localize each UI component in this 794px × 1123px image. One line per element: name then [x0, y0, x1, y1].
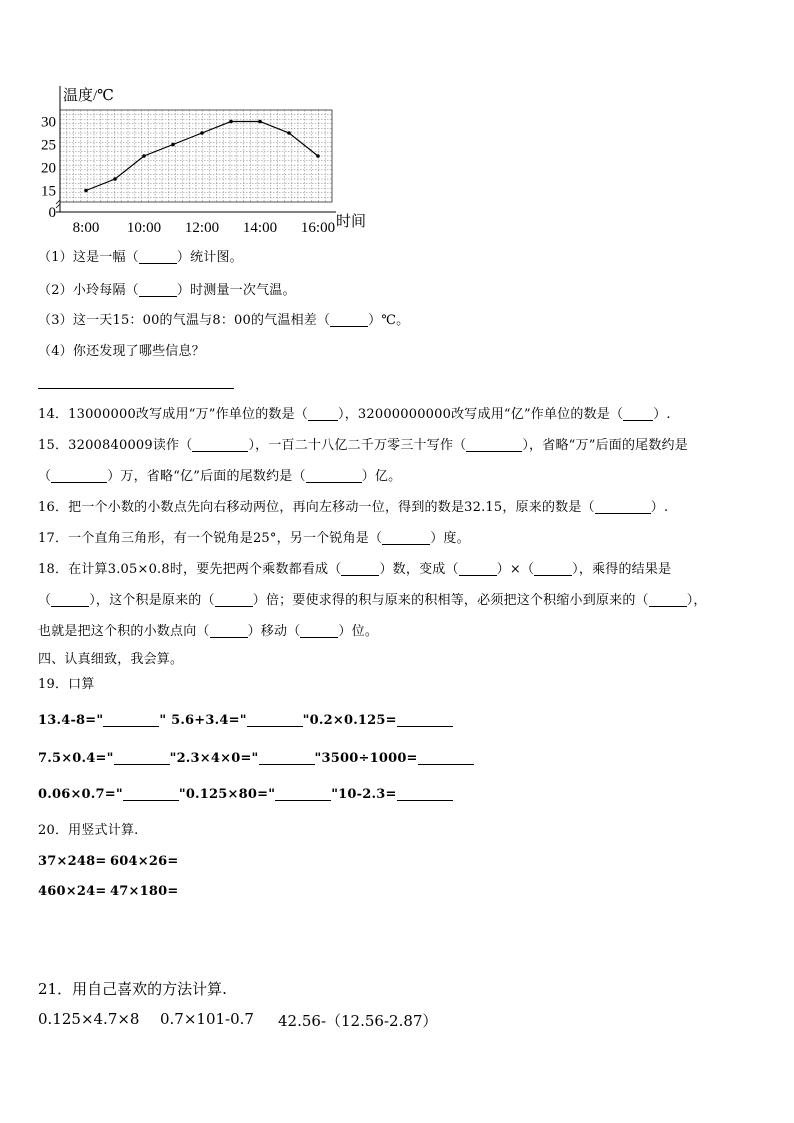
q21-expr-3: 42.56-（12.56-2.87）: [278, 1012, 438, 1030]
answer-blank[interactable]: [397, 786, 453, 801]
q19-row2: [38, 750, 474, 768]
q18-text-1d: ），乘得的结果是: [572, 562, 672, 577]
q18-text-1b: ）数，变成（: [379, 562, 459, 577]
answer-blank[interactable]: [649, 592, 687, 607]
q20-expr-4: 47×180=: [110, 884, 179, 899]
data-point: [229, 120, 233, 124]
q19-r3-expr1: 0.06×0.7=": [38, 787, 123, 802]
q15-text-c: ），省略“万”后面的尾数约是: [522, 438, 688, 453]
chart-xlabel: 时间: [336, 214, 367, 230]
q19-title: 19．口算: [38, 677, 95, 692]
question-18-line1: [38, 561, 671, 579]
x-tick-label: 12:00: [184, 220, 220, 236]
q15-text-e: ）万，省略“亿”后面的尾数约是（: [107, 469, 306, 484]
q13-p1-text-a: （1）这是一幅（: [38, 250, 139, 265]
y-tick-label: 0: [48, 205, 56, 221]
data-point: [200, 131, 204, 135]
q14-text-b: ），32000000000改写成用“亿”作单位的数是（: [338, 407, 624, 422]
q13-part3: [38, 312, 409, 330]
answer-blank[interactable]: [382, 530, 430, 545]
answer-blank[interactable]: [259, 750, 315, 765]
q13-answer-line[interactable]: [38, 388, 234, 389]
q18-text-1a: 18．在计算3.05×0.8时，要先把两个乘数都看成（: [38, 562, 342, 577]
answer-blank[interactable]: [330, 312, 368, 327]
question-18-line2: [38, 592, 707, 610]
answer-blank[interactable]: [139, 282, 177, 297]
q13-p3-text-b: ）℃。: [368, 313, 410, 328]
x-tick-label: 14:00: [242, 220, 278, 236]
q21-expr-1: 0.125×4.7×8: [38, 1010, 140, 1028]
section-4-heading: 四、认真细致，我会算。: [38, 652, 184, 667]
data-point: [142, 154, 146, 158]
q14-text-c: ）.: [653, 407, 671, 422]
q20-expr-2: 604×26=: [110, 854, 179, 869]
question-14: [38, 406, 671, 424]
q21-expr-2: 0.7×101-0.7: [160, 1010, 254, 1028]
x-tick-label: 8:00: [72, 220, 100, 236]
answer-blank[interactable]: [247, 712, 303, 727]
q13-p1-text-b: ）统计图。: [176, 250, 243, 265]
q19-r2-expr3: "3500÷1000=: [314, 751, 418, 766]
q20-expr-1: 37×248=: [38, 854, 107, 869]
answer-blank[interactable]: [114, 750, 170, 765]
answer-blank[interactable]: [306, 468, 362, 483]
q18-text-1c: ）×（: [496, 562, 535, 577]
y-tick-label: 30: [41, 114, 56, 131]
answer-blank[interactable]: [51, 468, 107, 483]
question-16: [38, 499, 668, 517]
question-18-line3: [38, 623, 378, 641]
question-15-line2: [38, 468, 401, 486]
y-tick-label: 20: [41, 160, 56, 177]
chart-axes: [41, 86, 336, 236]
data-point: [113, 177, 117, 181]
q15-text-f: ）亿。: [361, 469, 402, 484]
question-17: [38, 530, 470, 548]
q13-part2: [38, 282, 296, 300]
answer-blank[interactable]: [623, 406, 653, 421]
q18-text-3c: ）位。: [338, 624, 379, 639]
q19-r1-expr2: " 5.6+3.4=": [159, 713, 247, 728]
q13-p2-text-a: （2）小玲每隔（: [38, 283, 139, 298]
q14-text-a: 14．13000000改写成用“万”作单位的数是（: [38, 407, 309, 422]
answer-blank[interactable]: [466, 437, 522, 452]
answer-blank[interactable]: [341, 561, 379, 576]
answer-blank[interactable]: [308, 406, 338, 421]
x-tick-label: 16:00: [300, 220, 336, 236]
axis-break: [56, 200, 60, 208]
q19-r2-expr1: 7.5×0.4=": [38, 751, 114, 766]
chart-ylabel: 温度/℃: [63, 88, 114, 104]
q15-text-a: 15．3200840009读作（: [38, 438, 193, 453]
answer-blank[interactable]: [275, 786, 331, 801]
q19-r1-expr1: 13.4-8=": [38, 713, 104, 728]
q16-text-a: 16．把一个小数的小数点先向右移动两位，再向左移动一位，得到的数是32.15，原来的数是（: [38, 500, 595, 515]
answer-blank[interactable]: [210, 623, 248, 638]
q19-r3-expr3: "10-2.3=: [331, 787, 397, 802]
q18-text-3b: ）移动（: [247, 624, 301, 639]
q15-text-d: （: [38, 469, 52, 484]
q15-text-b: ），一百二十八亿二千万零三十写作（: [248, 438, 467, 453]
q20-title: 20．用竖式计算.: [38, 823, 139, 838]
question-15-line1: [38, 437, 688, 455]
data-point: [258, 120, 262, 124]
q17-text-a: 17．一个直角三角形，有一个锐角是25°，另一个锐角是（: [38, 531, 383, 546]
answer-blank[interactable]: [300, 623, 338, 638]
answer-blank[interactable]: [534, 561, 572, 576]
q21-title: 21．用自己喜欢的方法计算.: [38, 980, 227, 998]
q19-r1-expr3: "0.2×0.125=: [302, 713, 397, 728]
answer-blank[interactable]: [51, 592, 89, 607]
data-point: [84, 189, 88, 193]
answer-blank[interactable]: [595, 499, 651, 514]
q13-part1: [38, 249, 243, 267]
answer-blank[interactable]: [397, 712, 453, 727]
q19-r2-expr2: "2.3×4×0=": [169, 751, 259, 766]
q18-text-2a: （: [38, 593, 52, 608]
data-point: [287, 131, 291, 135]
q13-p2-text-b: ）时测量一次气温。: [176, 283, 296, 298]
q18-text-2b: ），这个积是原来的（: [89, 593, 215, 608]
q18-text-2c: ）倍；要使求得的积与原来的积相等，必须把这个积缩小到原来的（: [252, 593, 649, 608]
answer-blank[interactable]: [459, 561, 497, 576]
answer-blank[interactable]: [215, 592, 253, 607]
q16-text-b: ）.: [650, 500, 669, 515]
answer-blank[interactable]: [192, 437, 248, 452]
data-point: [316, 154, 320, 158]
data-point: [171, 143, 175, 147]
answer-blank[interactable]: [139, 249, 177, 264]
q13-part4: （4）你还发现了哪些信息？: [38, 344, 205, 359]
q13-p3-text-a: （3）这一天15：00的气温与8：00的气温相差（: [38, 313, 331, 328]
y-tick-label: 15: [41, 183, 56, 200]
q20-expr-3: 460×24=: [38, 884, 107, 899]
y-tick-label: 25: [41, 137, 56, 154]
q19-row3: [38, 786, 453, 804]
q18-text-2d: ），: [686, 593, 707, 608]
temperature-line-chart: [30, 78, 390, 238]
q19-row1: [38, 712, 453, 730]
answer-blank[interactable]: [123, 786, 179, 801]
x-tick-label: 10:00: [126, 220, 162, 236]
q19-r3-expr2: "0.125×80=": [178, 787, 276, 802]
answer-blank[interactable]: [418, 750, 474, 765]
q17-text-b: ）度。: [430, 531, 470, 546]
answer-blank[interactable]: [103, 712, 159, 727]
q18-text-3a: 也就是把这个积的小数点向（: [38, 624, 210, 639]
chart-grid: [60, 110, 332, 202]
